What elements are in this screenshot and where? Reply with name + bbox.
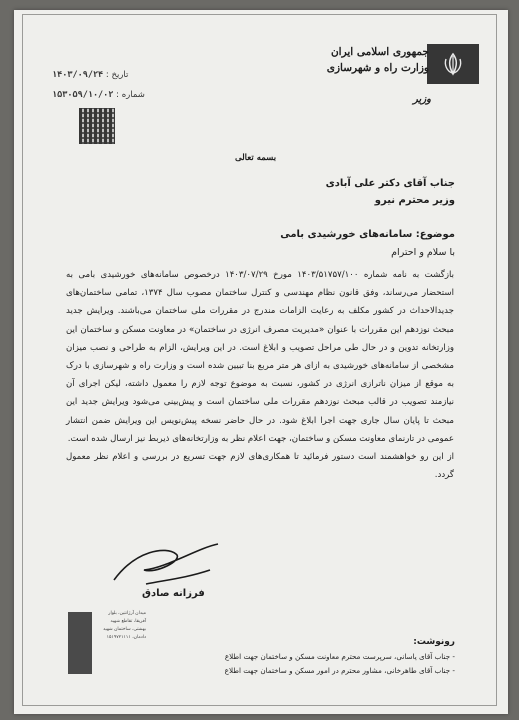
recipient-name: جناب آقای دکتر علی آبادی <box>325 178 455 189</box>
office-title: وزیر <box>413 94 431 105</box>
qr-code <box>79 108 115 144</box>
letter-greeting: با سلام و احترام <box>391 247 455 258</box>
recipient-title: وزیر محترم نیرو <box>374 195 455 206</box>
date-value: ۱۴۰۳/۰۹/۲۴ <box>52 70 104 80</box>
cc-item: - جناب آقای طاهرخانی، مشاور محترم در امور مسکن و ساختمان جهت اطلاع <box>224 666 455 675</box>
number-label: شماره : <box>116 90 145 100</box>
cc-item: - جناب آقای یاسانی، سرپرست محترم معاونت مسکن و ساختمان جهت اطلاع <box>224 652 455 661</box>
letter-subject: موضوع: سامانه‌های خورشیدی بامی <box>280 229 455 240</box>
body-paragraph: از این رو خواهشمند است دستور فرمائید تا همکاری‌های لازم جهت تسریع در بررسی و اعلام نظر معمول گردد. <box>66 452 454 481</box>
bismillah-heading: بسمه تعالی <box>235 153 277 163</box>
emblem-glyph <box>440 51 466 77</box>
number-value: ۱۵۳۰۵۹/۱۰/۰۲ <box>52 90 114 100</box>
republic-title: جمهوری اسلامی ایران <box>330 46 429 58</box>
body-paragraph: بازگشت به نامه شماره ۱۴۰۳/۵۱۷۵۷/۱۰۰ مورخ ۱۴۰۳/۰۷/۲۹ درخصوص سامانه‌های خورشیدی بامی به استحضار می‌رساند، وفق قانون نظام مهندسی و کنترل ساختمان مصوب سال ۱۳۷۴، تمامی ساختمان‌های جدیدالاحداث در کشور مکلف به رعایت الزامات مندرج در مقررات ملی ساختمان می‌باشند. ویرایش جدید مبحث نوزدهم این مقررات با عنوان «مدیریت مصرف انرژی در ساختمان» در معاونت مسکن و ساختمان این وزارتخانه تدوین و در حال طی مراحل تصویب و ابلاغ است. در این ویرایش، الزام به طراحی و نصب میزان مشخصی از سامانه‌های خورشیدی به ازای هر متر مربع بنا تبیین شده است و وزارت راه و شهرسازی با درک به موقع از میزان ناترازی انرژی در کشور، نسبت به موضوع توجه لازم را معمول داشته، لیکن اجرای آن نیازمند تصویب در قالب مبحث نوزدهم مقررات ملی ساختمان است و پیش‌بینی می‌شود ویرایش جدید این مبحث تا پایان سال جاری جهت اجرا ابلاغ شود. در حال حاضر نسخه پیش‌نویس این ویرایش ضمن انتشار عمومی در تارنمای معاونت مسکن و ساختمان، جهت اعلام نظر به وزارتخانه‌های ذیربط نیز ارسال شده است. <box>66 270 454 444</box>
address-text: میدان آرژانتین، بلوار آفریقا، تقاطع شهید بهشتی، ساختمان شهید دادمان، ۱۵۱۹۷۲۱۱۱۱ <box>103 611 146 640</box>
signatory-name: فرزانه صادق <box>142 588 205 599</box>
cc-title: رونوشت: <box>413 637 455 647</box>
iran-emblem-icon <box>427 44 479 84</box>
letter-number <box>52 90 145 100</box>
date-label: تاریخ : <box>105 70 129 80</box>
handwritten-signature <box>106 540 226 592</box>
letter-body <box>66 266 454 484</box>
letter-date <box>52 70 128 80</box>
ministry-title: وزارت راه و شهرسازی <box>326 62 429 74</box>
address-block <box>68 612 92 674</box>
